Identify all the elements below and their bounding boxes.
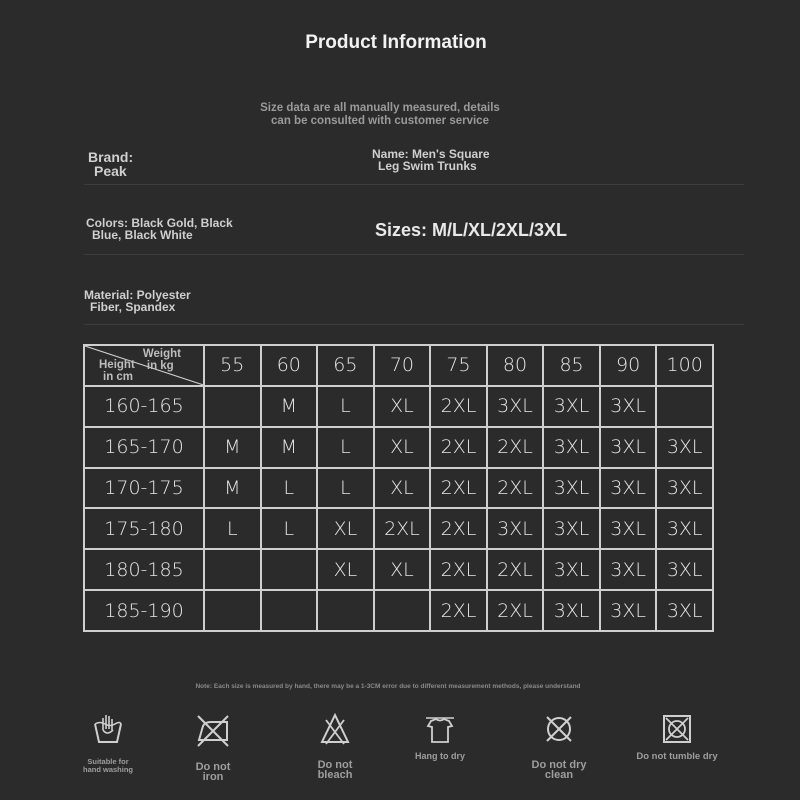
care-label: Hang to dry [414,751,465,761]
size-cell: M [204,427,261,468]
table-row [84,508,713,549]
table-corner-cell [84,345,204,386]
no-bleach-icon [319,712,351,746]
size-cell: 3XL [600,590,657,631]
size-cell: 2XL [430,427,487,468]
no-tumble-dry-icon [660,712,694,746]
product-name-line-1: Name: Men's Square [372,147,490,161]
no-iron-icon [195,712,231,748]
size-cell [204,386,261,427]
hand-wash-icon [91,712,125,746]
table-header-row [84,345,713,386]
weight-header-cell: 60 [261,345,318,386]
size-cell: 3XL [543,590,600,631]
height-range-cell: 165-170 [84,427,204,468]
size-cell [656,386,713,427]
size-cell: L [261,468,318,509]
care-label: Do not [317,759,353,771]
size-cell: XL [317,549,374,590]
colors-line-2: Blue, Black White [92,228,193,242]
care-item-hang-dry [385,712,495,760]
care-label: bleach [317,769,353,781]
size-cell: XL [374,427,431,468]
table-row [84,386,713,427]
size-cell: 3XL [543,468,600,509]
colors-info [86,217,233,241]
height-range-cell: 180-185 [84,549,204,590]
table-row [84,468,713,509]
size-cell: 3XL [543,508,600,549]
weight-header-cell: 80 [487,345,544,386]
care-label: clean [544,769,574,781]
product-name [372,148,490,172]
size-chart-table [83,344,714,632]
size-cell [261,549,318,590]
hang-dry-icon [423,712,457,746]
size-cell: 2XL [374,508,431,549]
size-cell: 3XL [600,468,657,509]
height-range-cell: 170-175 [84,468,204,509]
brand-value: Peak [94,163,127,179]
page-title: Product Information [305,32,487,53]
size-cell [374,590,431,631]
height-range-cell: 185-190 [84,590,204,631]
care-item-no-tumble-dry [622,712,732,762]
size-cell: 3XL [543,549,600,590]
care-item-no-dry-clean [504,712,614,780]
size-cell: 2XL [430,468,487,509]
sizes-info: Sizes: M/L/XL/2XL/3XL [375,220,568,240]
care-item-no-iron [158,712,268,782]
size-cell: L [204,508,261,549]
measurement-disclaimer [180,102,580,128]
weight-header-cell: 65 [317,345,374,386]
size-cell: L [261,508,318,549]
weight-header-cell: 75 [430,345,487,386]
size-cell: 2XL [487,549,544,590]
material-info [84,289,191,313]
care-label: iron [202,771,224,783]
size-cell [317,590,374,631]
brand-info [88,150,133,178]
size-cell: XL [317,508,374,549]
brand-label: Brand: [88,149,134,165]
size-cell: 3XL [543,386,600,427]
table-row [84,590,713,631]
size-cell: 2XL [487,590,544,631]
size-cell: 3XL [600,549,657,590]
size-cell: 3XL [600,508,657,549]
weight-header-cell: 90 [600,345,657,386]
measurement-note: Note: Each size is measured by hand, there may be a 1-3CM error due to different measurement methods, please understand [195,683,581,690]
material-line-1: Material: Polyester [84,288,191,302]
size-cell: 2XL [487,427,544,468]
disclaimer-line-1: Size data are all manually measured, details [260,102,500,114]
care-label: hand washing [82,765,133,774]
height-range-cell: 160-165 [84,386,204,427]
care-label: Suitable for [87,757,129,766]
weight-header-cell: 85 [543,345,600,386]
size-cell: XL [374,549,431,590]
care-label: Do not dry [531,759,587,771]
no-dry-clean-icon [542,712,576,746]
size-cell: 3XL [656,549,713,590]
size-cell: 2XL [430,508,487,549]
material-line-2: Fiber, Spandex [90,300,176,314]
size-cell: XL [374,468,431,509]
disclaimer-line-2: can be consulted with customer service [271,115,489,127]
size-cell: L [317,427,374,468]
table-row [84,427,713,468]
care-label: Do not [195,761,231,773]
size-cell: 3XL [487,508,544,549]
size-cell [204,549,261,590]
care-item-no-bleach [280,712,390,780]
size-cell: M [204,468,261,509]
divider [84,324,744,325]
size-cell [204,590,261,631]
size-cell: 2XL [430,549,487,590]
size-cell: XL [374,386,431,427]
divider [84,254,744,255]
size-cell: 3XL [656,590,713,631]
height-range-cell: 175-180 [84,508,204,549]
size-cell: M [261,427,318,468]
size-cell: 3XL [600,427,657,468]
size-cell: 3XL [656,468,713,509]
care-label: Do not tumble dry [636,751,718,762]
product-name-line-2: Leg Swim Trunks [378,159,477,173]
size-cell: L [317,468,374,509]
size-cell: 3XL [656,508,713,549]
size-cell: 3XL [656,427,713,468]
size-cell: 3XL [487,386,544,427]
size-cell: 3XL [543,427,600,468]
size-cell: M [261,386,318,427]
weight-header-cell: 70 [374,345,431,386]
colors-line-1: Colors: Black Gold, Black [86,216,233,230]
size-cell [261,590,318,631]
size-cell: L [317,386,374,427]
size-cell: 3XL [600,386,657,427]
weight-axis-label: Weight in kg [142,348,181,372]
size-cell: 2XL [430,590,487,631]
table-row [84,549,713,590]
size-cell: 2XL [430,386,487,427]
divider [84,184,744,185]
height-axis-label: Height in cm [99,358,135,383]
weight-header-cell: 100 [656,345,713,386]
weight-header-cell: 55 [204,345,261,386]
size-cell: 2XL [487,468,544,509]
care-item-hand-wash [53,712,163,774]
